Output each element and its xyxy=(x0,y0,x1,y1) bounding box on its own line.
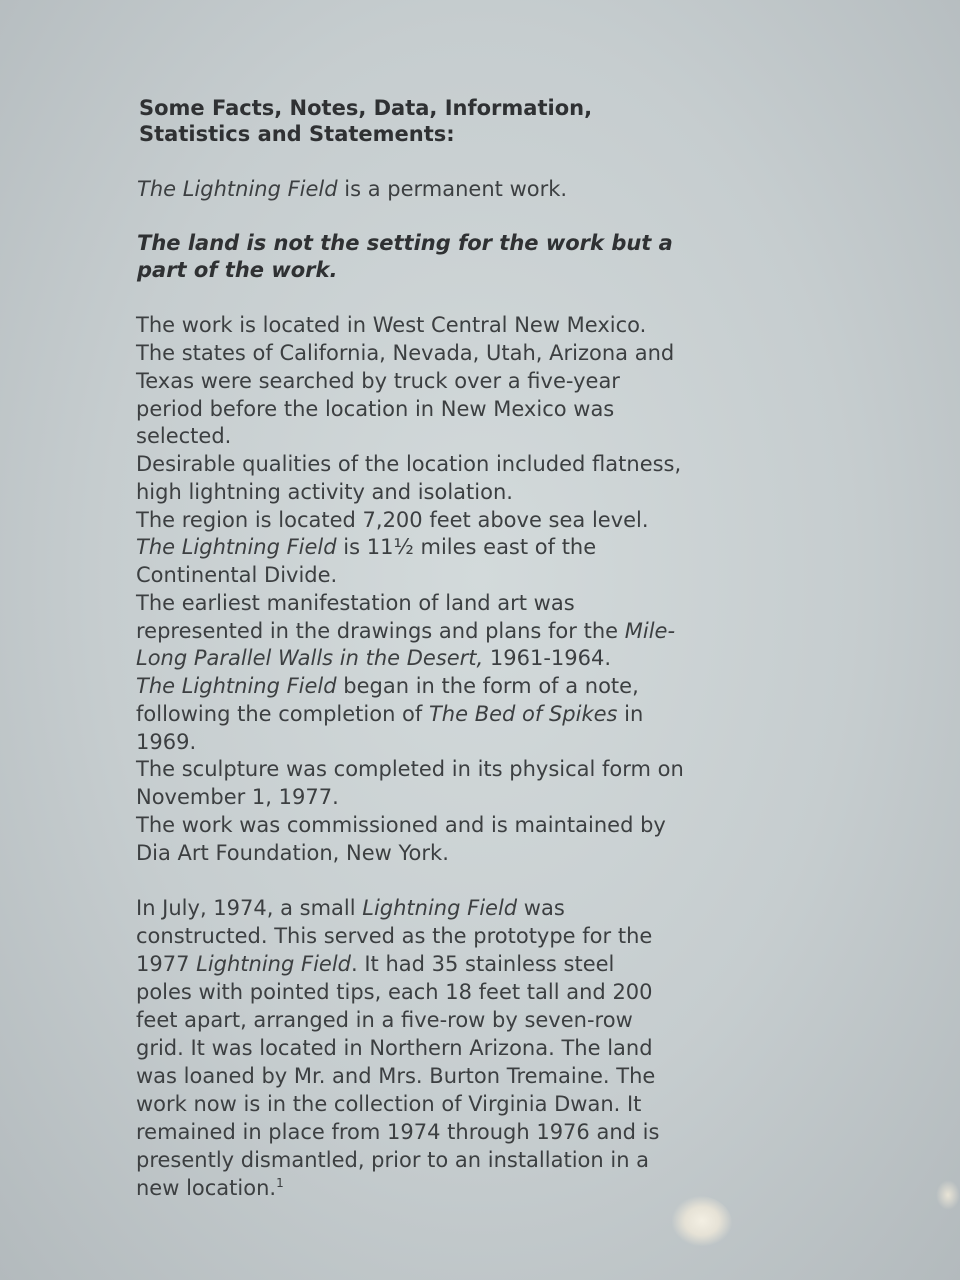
body-line: 1969. xyxy=(136,730,197,754)
body-line xyxy=(136,674,639,698)
body-text: represented in the drawings and plans for the xyxy=(136,619,625,643)
body-line: grid. It was located in Northern Arizona. The land xyxy=(136,1036,653,1060)
body-line: The sculpture was completed in its physical form on xyxy=(136,757,684,781)
body-line: selected. xyxy=(136,424,232,448)
body-text: following the completion of xyxy=(136,702,429,726)
body-text: In July, 1974, a small xyxy=(136,896,363,920)
body-line xyxy=(136,896,565,920)
body-line: The work is located in West Central New Mexico. xyxy=(136,313,647,337)
body-text: is 11½ miles east of the xyxy=(336,535,597,559)
intro-statement xyxy=(137,177,567,201)
body-line xyxy=(136,1176,284,1200)
body-line: constructed. This served as the prototype for the xyxy=(136,924,653,948)
emphasis-line-2: part of the work. xyxy=(137,258,338,282)
title-italic: Long Parallel Walls in the Desert, xyxy=(136,646,484,670)
body-line: The states of California, Nevada, Utah, Arizona and xyxy=(136,341,675,365)
body-text: 1961-1964. xyxy=(483,646,612,670)
surface-blemish xyxy=(936,1180,960,1210)
body-line xyxy=(136,619,675,643)
title-italic: The Lightning Field xyxy=(136,535,337,559)
heading-line-1: Some Facts, Notes, Data, Information, xyxy=(139,96,593,120)
body-text: in xyxy=(617,702,644,726)
body-line xyxy=(136,535,596,559)
title-italic: Mile- xyxy=(624,619,676,643)
body-line: The region is located 7,200 feet above sea level. xyxy=(136,508,649,532)
body-text: . It had 35 stainless steel xyxy=(351,952,615,976)
body-text: began in the form of a note, xyxy=(336,674,639,698)
body-line xyxy=(136,952,614,976)
heading-line-2: Statistics and Statements: xyxy=(139,122,455,146)
body-line: high lightning activity and isolation. xyxy=(136,480,513,504)
body-line: was loaned by Mr. and Mrs. Burton Tremaine. The xyxy=(136,1064,656,1088)
body-line xyxy=(136,702,643,726)
body-line: Dia Art Foundation, New York. xyxy=(136,841,449,865)
body-line: remained in place from 1974 through 1976 and is xyxy=(136,1120,660,1144)
body-line: period before the location in New Mexico was xyxy=(136,397,615,421)
title-italic: The Lightning Field xyxy=(137,177,338,201)
title-italic: The Lightning Field xyxy=(136,674,337,698)
body-line: presently dismantled, prior to an installation in a xyxy=(136,1148,650,1172)
surface-blemish xyxy=(672,1196,732,1246)
body-line: Continental Divide. xyxy=(136,563,338,587)
body-text: 1977 xyxy=(136,952,197,976)
title-italic: The Bed of Spikes xyxy=(428,702,618,726)
emphasis-line-1: The land is not the setting for the work but a xyxy=(137,231,673,255)
title-italic: Lightning Field xyxy=(362,896,518,920)
footnote-marker: 1 xyxy=(276,1176,284,1190)
body-line xyxy=(136,646,611,670)
body-line: feet apart, arranged in a five-row by seven-row xyxy=(136,1008,633,1032)
body-text: was xyxy=(517,896,565,920)
body-text: new location. xyxy=(136,1176,277,1200)
title-italic: Lightning Field xyxy=(196,952,351,976)
body-line: Desirable qualities of the location included flatness, xyxy=(136,452,682,476)
body-line: poles with pointed tips, each 18 feet tall and 200 xyxy=(136,980,653,1004)
body-line: Texas were searched by truck over a five-year xyxy=(136,369,620,393)
body-line: The work was commissioned and is maintained by xyxy=(136,813,666,837)
body-line: The earliest manifestation of land art was xyxy=(136,591,575,615)
body-line: work now is in the collection of Virginia Dwan. It xyxy=(136,1092,642,1116)
intro-rest: is a permanent work. xyxy=(337,177,568,201)
body-line: November 1, 1977. xyxy=(136,785,339,809)
